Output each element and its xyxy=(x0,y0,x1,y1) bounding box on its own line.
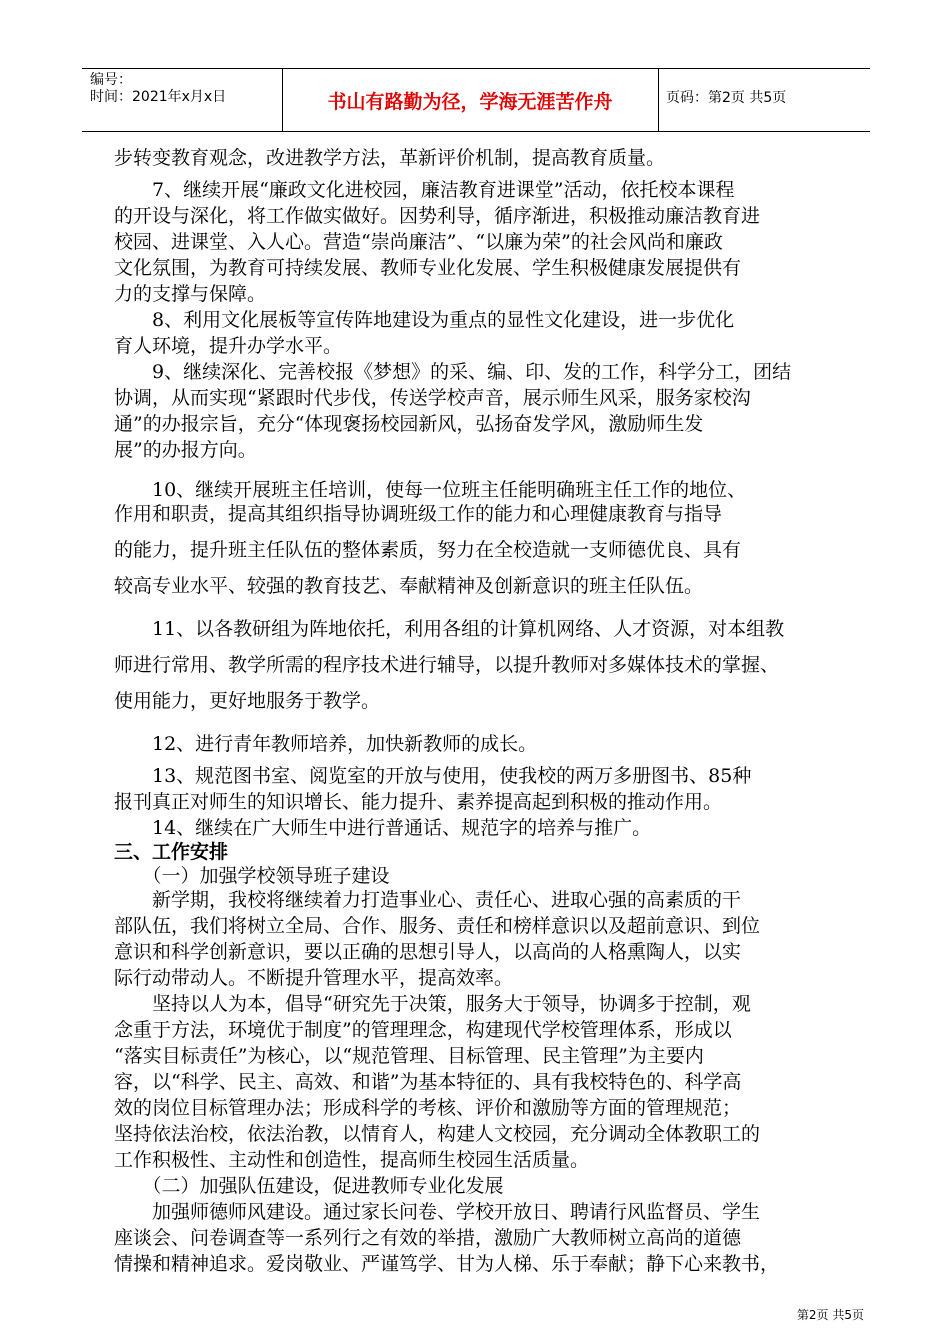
header-divider-right xyxy=(658,69,659,131)
body-line: 的能力，提升班主任队伍的整体素质，努力在全校造就一支师德优良、具有 xyxy=(114,539,742,561)
page-header xyxy=(82,68,870,132)
document-time-label: 时间：2021年x月x日 xyxy=(90,89,227,105)
body-line: 师进行常用、教学所需的程序技术进行辅导，以提升教师对多媒体技术的掌握、 xyxy=(114,654,780,676)
page-footer: 第2页 共5页 xyxy=(796,1308,864,1322)
body-line: 文化氛围，为教育可持续发展、教师专业化发展、学生积极健康发展提供有 xyxy=(114,257,742,279)
body-line: 新学期，我校将继续着力打造事业心、责任心、进取心强的高素质的干 xyxy=(114,889,742,911)
body-line: 使用能力，更好地服务于教学。 xyxy=(114,690,381,712)
body-line: 加强师德师风建设。通过家长问卷、学校开放日、聘请行风监督员、学生 xyxy=(114,1201,761,1223)
body-line: 13、规范图书室、阅览室的开放与使用，使我校的两万多册图书、85种 xyxy=(114,765,752,787)
body-line: 较高专业水平、较强的教育技艺、奉献精神及创新意识的班主任队伍。 xyxy=(114,575,704,597)
body-line: 效的岗位目标管理办法；形成科学的考核、评价和激励等方面的管理规范； xyxy=(114,1097,742,1119)
body-line: 座谈会、问卷调查等一系列行之有效的举措，激励广大教师树立高尚的道德 xyxy=(114,1227,742,1249)
header-motto: 书山有路勤为径，学海无涯苦作舟 xyxy=(327,91,613,113)
body-line: 11、以各教研组为阵地依托，利用各组的计算机网络、人才资源，对本组教 xyxy=(114,618,785,640)
body-line: 报刊真正对师生的知识增长、能力提升、素养提高起到积极的推动作用。 xyxy=(114,791,723,813)
body-line: 部队伍，我们将树立全局、合作、服务、责任和榜样意识以及超前意识、到位 xyxy=(114,915,761,937)
body-line: 展”的办报方向。 xyxy=(114,439,257,461)
body-line: 14、继续在广大师生中进行普通话、规范字的培养与推广。 xyxy=(114,817,652,839)
body-line: 际行动带动人。不断提升管理水平，提高效率。 xyxy=(114,967,514,989)
body-line: 容，以“科学、民主、高效、和谐”为基本特征的、具有我校特色的、科学高 xyxy=(114,1071,742,1093)
body-line: 8、利用文化展板等宣传阵地建设为重点的显性文化建设，进一步优化 xyxy=(114,309,735,331)
body-line: 育人环境，提升办学水平。 xyxy=(114,335,343,357)
body-line: 作用和职责，提高其组织指导协调班级工作的能力和心理健康教育与指导 xyxy=(114,503,723,525)
body-line: 意识和科学创新意识，要以正确的思想引导人，以高尚的人格熏陶人，以实 xyxy=(114,941,742,963)
body-line: 9、继续深化、完善校报《梦想》的采、编、印、发的工作，科学分工，团结 xyxy=(114,361,792,383)
body-line: 力的支撑与保障。 xyxy=(114,283,267,305)
body-line: 步转变教育观念，改进教学方法，革新评价机制，提高教育质量。 xyxy=(114,147,666,169)
body-line: 通”的办报宗旨，充分“体现褒扬校园新风，弘扬奋发学风，激励师生发 xyxy=(114,413,704,435)
subsection-heading: （一）加强学校领导班子建设 xyxy=(114,865,390,887)
body-line: 坚持以人为本，倡导“研究先于决策，服务大于领导，协调多于控制，观 xyxy=(114,993,751,1015)
body-line: 坚持依法治校，依法治教，以情育人，构建人文校园，充分调动全体教职工的 xyxy=(114,1123,761,1145)
section-heading: 三、工作安排 xyxy=(114,841,229,863)
header-meta xyxy=(90,72,226,106)
body-line: 7、继续开展“廉政文化进校园，廉洁教育进课堂”活动，依托校本课程 xyxy=(114,179,735,201)
document-number-label: 编号： xyxy=(90,72,132,88)
body-line: “落实目标责任”为核心，以“规范管理、目标管理、民主管理”为主要内 xyxy=(114,1045,704,1067)
header-page-label: 页码：第2页 共5页 xyxy=(666,90,787,106)
body-line: 情操和精神追求。爱岗敬业、严谨笃学、甘为人梯、乐于奉献；静下心来教书， xyxy=(114,1253,780,1275)
body-line: 的开设与深化，将工作做实做好。因势利导，循序渐进，积极推动廉洁教育进 xyxy=(114,205,761,227)
body-line: 10、继续开展班主任培训，使每一位班主任能明确班主任工作的地位、 xyxy=(114,479,747,501)
body-line: 工作积极性、主动性和创造性，提高师生校园生活质量。 xyxy=(114,1149,590,1171)
body-line: 念重于方法，环境优于制度”的管理理念，构建现代学校管理体系，形成以 xyxy=(114,1019,732,1041)
body-line: 校园、进课堂、入人心。营造“崇尚廉洁”、“以廉为荣”的社会风尚和廉政 xyxy=(114,231,723,253)
body-line: 12、进行青年教师培养，加快新教师的成长。 xyxy=(114,733,538,755)
subsection-heading: （二）加强队伍建设，促进教师专业化发展 xyxy=(114,1175,504,1197)
body-line: 协调，从而实现“紧跟时代步伐，传送学校声音，展示师生风采，服务家校沟 xyxy=(114,387,751,409)
